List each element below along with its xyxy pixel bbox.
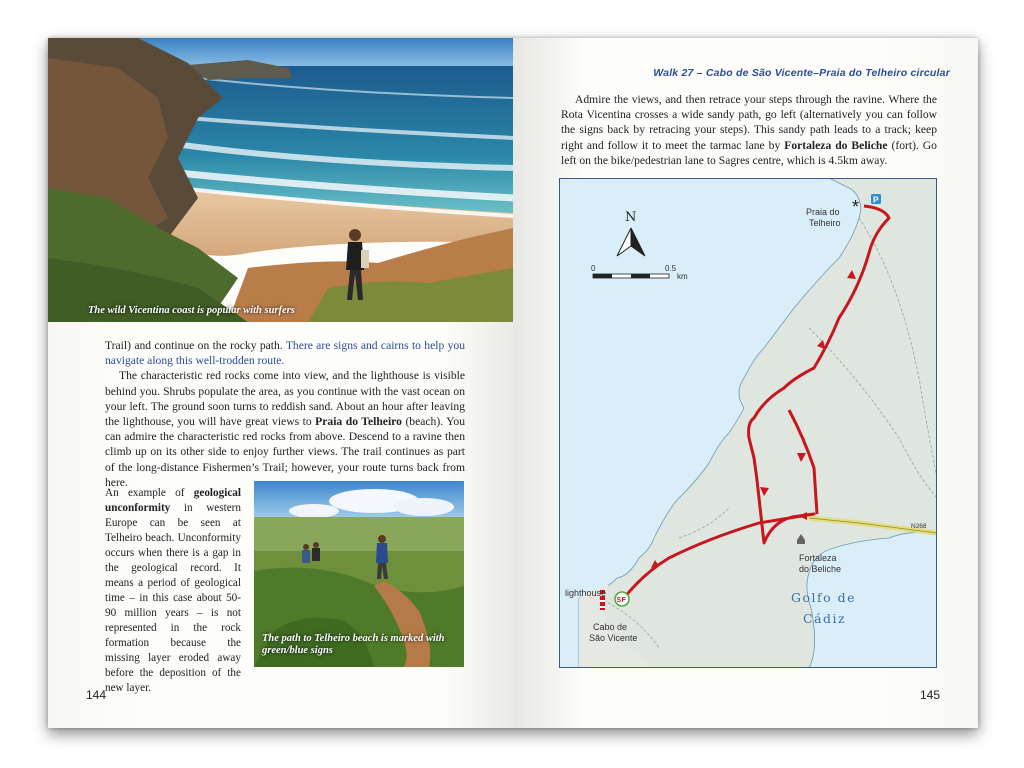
paragraph-1-text: Trail) and continue on the rocky path.: [105, 339, 286, 352]
right-paragraph-text-b: (fort). Go left on the bike/pedestrian lane to Sagres centre, which is 4.5km away.: [561, 138, 937, 167]
book-spread: [48, 38, 978, 728]
right-page: [513, 38, 978, 728]
praia-do-telheiro-bold: Praia do Telheiro: [315, 415, 402, 429]
scale-unit: km: [677, 272, 688, 281]
cabo-label-line2: São Vicente: [589, 633, 638, 643]
viewpoint-icon: *: [852, 197, 860, 217]
page-number-right: 145: [919, 688, 940, 702]
left-page: [48, 38, 513, 728]
paragraph-2-text-b: (beach). You can admire the characteristic red rocks from above. Descend to a ravine then climb up on its other side to enjoy further views. The trail continues as part of the long-distance Fishermen’s Trail; however, your route turns back from here.: [105, 415, 465, 489]
right-paragraph-text-a: Admire the views, and then retrace your steps through the ravine. Where the Rota Vicentina crosses a wide sandy path, go left (alternatively you can follow the signs back by retracing your steps). This sandy path leads to a track; keep right and follow it to meet the tarmac lane by: [561, 93, 937, 152]
sidebar-text-a: An example of: [105, 487, 194, 499]
paragraph-2: [105, 368, 465, 490]
north-label: N: [625, 210, 637, 225]
fortaleza-label-line2: do Beliche: [799, 564, 842, 574]
praia-label-line2: Telheiro: [809, 218, 841, 228]
scale-zero: 0: [591, 264, 596, 273]
parking-label: P: [873, 194, 879, 205]
right-paragraph: [561, 92, 937, 168]
paragraph-1: [105, 338, 465, 368]
sidebar-bold: geological unconformity: [105, 487, 241, 514]
cabo-label-line1: Cabo de: [593, 622, 628, 632]
finish-marker-label: F: [621, 597, 626, 604]
golfo-label-line2: Cádiz: [803, 611, 847, 626]
coast-photo-caption: The wild Vicentina coast is popular with surfers: [88, 305, 295, 316]
fortaleza-bold: Fortaleza do Beliche: [784, 138, 888, 152]
golfo-label-line1: Golfo de: [791, 590, 857, 605]
lighthouse-label: lighthouse: [565, 588, 607, 598]
page-number-left: 144: [86, 688, 107, 702]
right-body-text: [561, 92, 937, 168]
trail-photo: [254, 481, 464, 667]
route-map: [559, 178, 937, 668]
scale-half: 0.5: [665, 264, 677, 273]
coast-photo: [48, 38, 513, 322]
geology-sidebar: [105, 486, 241, 696]
paragraph-2-text-a: The characteristic red rocks come into view, and the lighthouse is visible behind you. Shrubs populate the area, as you continue with the vast ocean on your left. The ground soon turns to reddish sand. About an hour after leaving the lighthouse, you will have great views to: [105, 369, 465, 429]
start-marker-label: S: [616, 597, 622, 604]
road-label: N268: [911, 523, 927, 530]
sidebar-text-b: in western Europe can be seen at Telheiro beach. Unconformity occurs when there is a gap in the geological record. It means a period of geological time – in this case about 50-90 million years – is not represented in the rock formation because the missing layer eroded away before the deposition of the new layer.: [105, 502, 241, 694]
left-body-text: [105, 338, 465, 490]
fortaleza-label-line1: Fortaleza: [799, 553, 837, 563]
trail-photo-caption: The path to Telheiro beach is marked with green/blue signs: [262, 633, 445, 656]
praia-label-line1: Praia do: [806, 207, 840, 217]
paragraph-1-highlight: There are signs and cairns to help you navigate along this well-trodden route.: [105, 339, 465, 368]
running-head: Walk 27 – Cabo de São Vicente–Praia do Telheiro circular: [653, 67, 950, 79]
